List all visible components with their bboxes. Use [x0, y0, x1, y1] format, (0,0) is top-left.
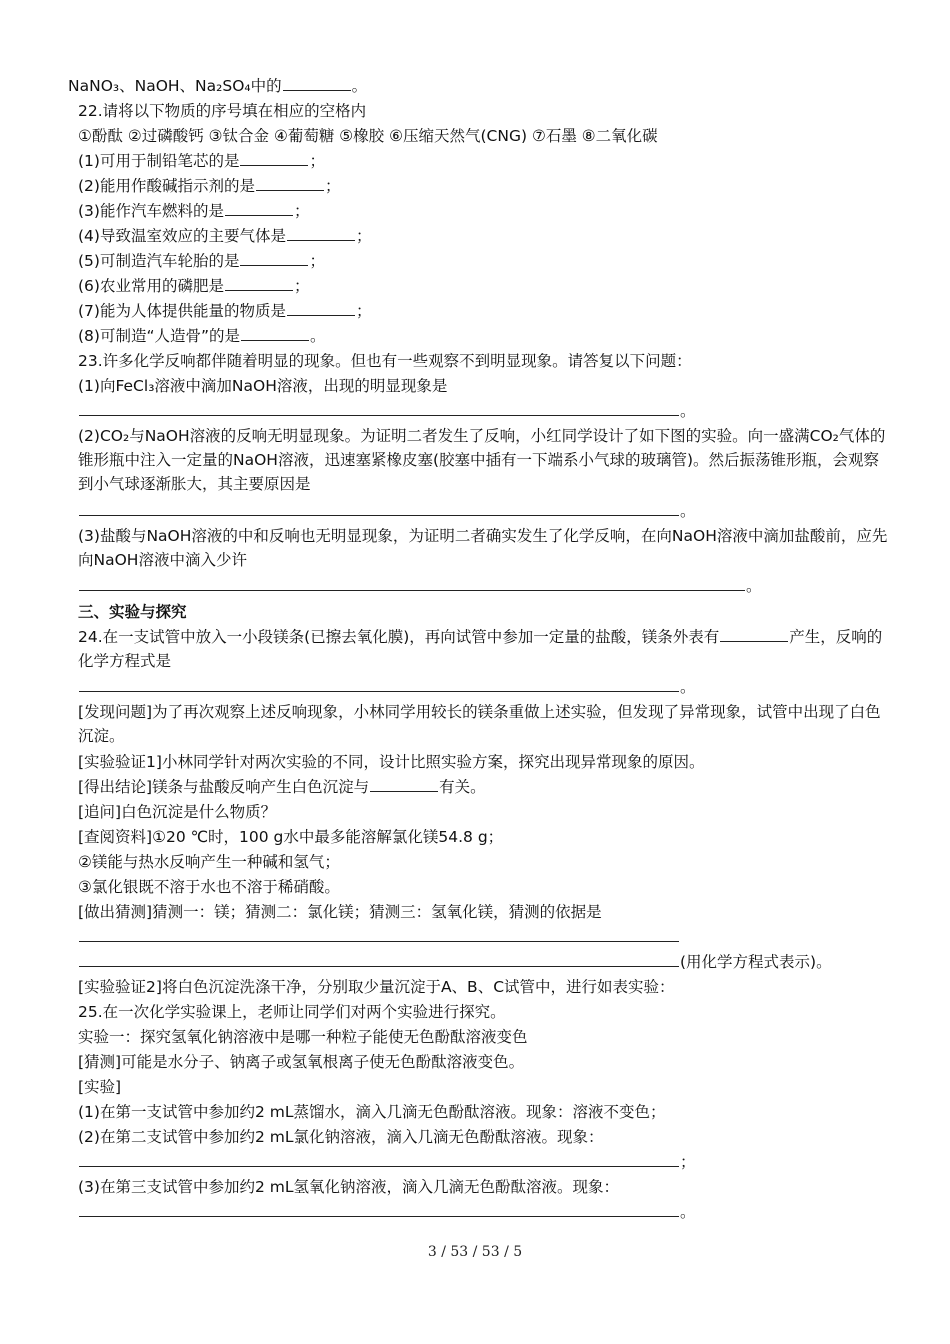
- text-line: [实验验证2]将白色沉淀洗涤干净，分别取少量沉淀于A、B、C试管中，进行如表实验：: [78, 978, 675, 996]
- text-line: [猜测]可能是水分子、钠离子或氢氧根离子使无色酚酞溶液变色。: [78, 1053, 525, 1071]
- text-line: 25.在一次化学实验课上，老师让同学们对两个实验进行探究。: [78, 1003, 506, 1021]
- text-line: (2)在第二支试管中参加约2 mL氯化钠溶液，滴入几滴无色酚酞溶液。现象：: [78, 1128, 604, 1146]
- answer-blank[interactable]: [370, 775, 438, 792]
- text-line: [实验]: [78, 1078, 122, 1096]
- text-line: ③氯化银既不溶于水也不溶于稀硝酸。: [78, 878, 340, 896]
- answer-line[interactable]: 。: [78, 574, 762, 598]
- text-line: (3)盐酸与NaOH溶液的中和反响也无明显现象，为证明二者确实发生了化学反响，在向NaOH溶液中滴加盐酸前，应先向NaOH溶液中滴入少许: [78, 527, 888, 569]
- text-line: [得出结论]镁条与盐酸反响产生白色沉淀与 有关。: [78, 775, 486, 799]
- answer-blank[interactable]: [256, 174, 324, 191]
- answer-line[interactable]: 。: [78, 399, 696, 423]
- answer-blank[interactable]: [720, 625, 788, 642]
- text-line: ②镁能与热水反响产生一种碱和氢气；: [78, 853, 340, 871]
- text-line: (2)CO₂与NaOH溶液的反响无明显现象。为证明二者发生了反响，小红同学设计了如下图的实验。向一盛满CO₂气体的锥形瓶中注入一定量的NaOH溶液，迅速塞紧橡皮塞(胶塞中插有一下端系小气球的玻璃管)。然后振荡锥形瓶，会观察到小气球逐渐胀大，其主要原因是: [78, 427, 886, 493]
- text-line: (6)农业常用的磷肥是 ；: [78, 274, 309, 298]
- text-line: (7)能为人体提供能量的物质是 ；: [78, 299, 371, 323]
- answer-blank[interactable]: [225, 199, 293, 216]
- text-line: [发现问题]为了再次观察上述反响现象，小林同学用较长的镁条重做上述实验，但发现了异常现象，试管中出现了白色沉淀。: [78, 703, 881, 745]
- answer-line[interactable]: [78, 925, 680, 949]
- answer-blank[interactable]: [240, 249, 308, 266]
- text-line: 实验一：探究氢氧化钠溶液中是哪一种粒子能使无色酚酞溶液变色: [78, 1028, 528, 1046]
- text-line: (3)能作汽车燃料的是 ；: [78, 199, 309, 223]
- text-line: (4)导致温室效应的主要气体是 ；: [78, 224, 371, 248]
- text-line: (1)可用于制铅笔芯的是 ；: [78, 149, 325, 173]
- answer-blank[interactable]: [287, 299, 355, 316]
- text-line: [追问]白色沉淀是什么物质？: [78, 803, 277, 821]
- text-line: (5)可制造汽车轮胎的是 ；: [78, 249, 325, 273]
- text-line: NaNO₃、NaOH、Na₂SO₄中的 。: [68, 74, 367, 98]
- text-line: ①酚酞 ②过磷酸钙 ③钛合金 ④葡萄糖 ⑤橡胶 ⑥压缩天然气(CNG) ⑦石墨 ⑧二氧化碳: [78, 127, 658, 145]
- answer-blank[interactable]: [287, 224, 355, 241]
- text-line: [做出猜测]猜测一：镁；猜测二：氯化镁；猜测三：氢氧化镁，猜测的依据是: [78, 903, 602, 921]
- text-line: (1)在第一支试管中参加约2 mL蒸馏水，滴入几滴无色酚酞溶液。现象：溶液不变色；: [78, 1103, 666, 1121]
- text-line: 23.许多化学反响都伴随着明显的现象。但也有一些观察不到明显现象。请答复以下问题：: [78, 352, 692, 370]
- text-line: 24.在一支试管中放入一小段镁条(已擦去氧化膜)，再向试管中参加一定量的盐酸，镁条外表有 产生，反响的化学方程式是: [78, 625, 890, 673]
- answer-line[interactable]: ；: [78, 1150, 696, 1174]
- text-line: (3)在第三支试管中参加约2 mL氢氧化钠溶液，滴入几滴无色酚酞溶液。现象：: [78, 1178, 619, 1196]
- answer-blank[interactable]: [283, 74, 351, 91]
- answer-blank[interactable]: [241, 324, 309, 341]
- text-line: (2)能用作酸碱指示剂的是 ；: [78, 174, 340, 198]
- answer-line[interactable]: 。: [78, 499, 696, 523]
- answer-blank[interactable]: [79, 950, 679, 967]
- text-line: (8)可制造“人造骨”的是 。: [78, 324, 326, 348]
- text-line: (用化学方程式表示)。: [78, 950, 832, 974]
- page-footer: 3 / 53 / 53 / 5: [427, 1244, 523, 1260]
- text-line: 22.请将以下物质的序号填在相应的空格内: [78, 102, 367, 120]
- text-line: (1)向FeCl₃溶液中滴加NaOH溶液，出现的明显现象是: [78, 377, 448, 395]
- answer-line[interactable]: 。: [78, 1200, 696, 1224]
- answer-blank[interactable]: [225, 274, 293, 291]
- answer-line[interactable]: 。: [78, 675, 696, 699]
- text-line: [查阅资料]①20 ℃时，100 g水中最多能溶解氯化镁54.8 g；: [78, 828, 504, 846]
- text-line: [实验验证1]小林同学针对两次实验的不同，设计比照实验方案，探究出现异常现象的原因。: [78, 753, 705, 771]
- text-line: 三、实验与探究: [78, 603, 187, 621]
- answer-blank[interactable]: [240, 149, 308, 166]
